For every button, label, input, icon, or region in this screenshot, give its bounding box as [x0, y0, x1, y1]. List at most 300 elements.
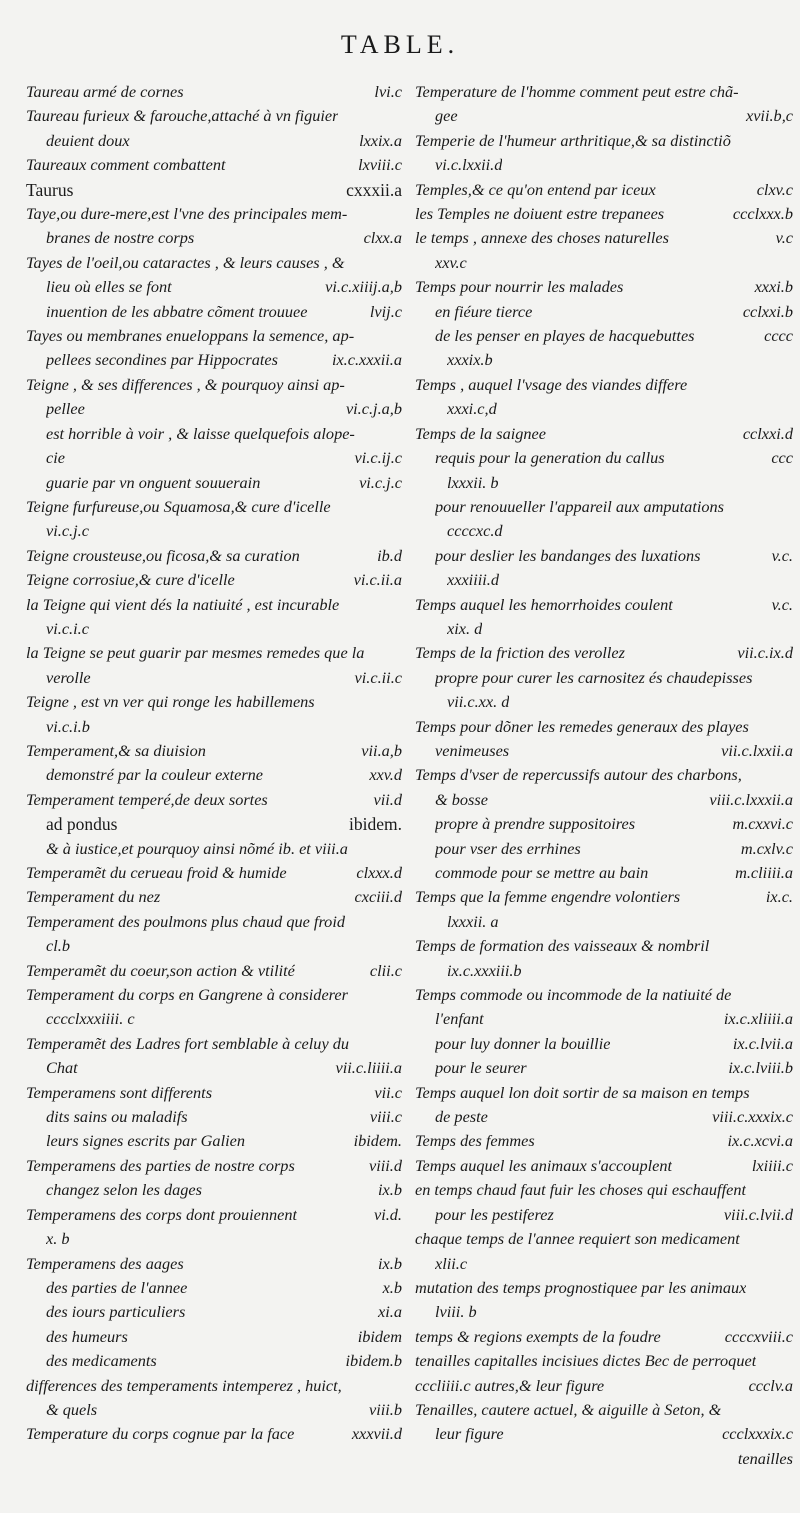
index-entry	[26, 1056, 402, 1080]
entry-text: Temps auquel les hemorrhoides coulent	[415, 594, 673, 614]
index-entry	[415, 275, 793, 299]
index-entry	[26, 1300, 402, 1324]
entry-text: pour deslier les bandanges des luxations	[435, 545, 701, 565]
entry-text: lieu où elles se font	[46, 277, 172, 297]
index-entry	[26, 666, 402, 690]
index-entry	[415, 1154, 793, 1178]
entry-text: verolle	[46, 667, 91, 687]
index-entry	[415, 885, 793, 909]
entry-reference: xxxvii.d	[351, 1424, 402, 1444]
index-entry	[415, 1276, 793, 1300]
index-entry	[415, 544, 793, 568]
entry-reference	[787, 1300, 793, 1324]
index-entry	[415, 397, 793, 421]
entry-reference	[787, 1349, 793, 1373]
entry-text: mutation des temps prognostiquee par les animaux	[415, 1277, 747, 1297]
index-entry	[26, 1032, 402, 1056]
entry-reference	[396, 519, 402, 543]
entry-reference: clxx.a	[363, 228, 402, 248]
page-title: TABLE.	[340, 30, 460, 59]
index-entry	[415, 1374, 793, 1398]
entry-reference	[787, 251, 793, 275]
entry-text: pour luy donner la bouillie	[435, 1033, 611, 1053]
entry-reference: ccccxviii.c	[724, 1326, 793, 1346]
index-entry	[26, 544, 402, 568]
entry-reference: v.c	[775, 228, 793, 248]
entry-reference: ix.c.xliiii.a	[723, 1009, 793, 1029]
entry-reference: ibidem.	[349, 814, 402, 835]
entry-text: lxxxii. a	[447, 911, 499, 931]
entry-text: Temps auquel lon doit sortir de sa maison en temps	[415, 1082, 750, 1102]
index-entry	[415, 471, 793, 495]
entry-text: Temperature de l'homme comment peut estre chã-	[415, 82, 739, 101]
entry-reference	[396, 202, 402, 226]
index-entry	[26, 422, 402, 446]
entry-reference	[396, 934, 402, 958]
index-entry	[415, 1032, 793, 1056]
entry-reference: m.cxlv.c	[740, 838, 793, 858]
index-entry	[26, 934, 402, 958]
index-entry	[26, 910, 402, 934]
entry-text: xlii.c	[435, 1253, 468, 1273]
entry-text: deuient doux	[46, 130, 130, 150]
index-entry	[415, 519, 793, 543]
entry-reference: xi.a	[378, 1302, 402, 1322]
index-column-right	[415, 80, 793, 1471]
entry-reference	[396, 690, 402, 714]
index-entry	[26, 959, 402, 983]
entry-reference	[787, 666, 793, 690]
entry-reference: viii.c.lxxxii.a	[709, 789, 793, 809]
index-entry	[415, 324, 793, 348]
index-entry	[26, 812, 402, 836]
entry-reference: ib.d	[377, 545, 402, 565]
entry-reference	[787, 80, 793, 104]
entry-text: la Teigne se peut guarir par mesmes remedes que la	[26, 643, 365, 663]
index-entry	[415, 1252, 793, 1276]
entry-reference: ccclxxx.b	[732, 204, 793, 224]
index-entry	[415, 446, 793, 470]
entry-reference	[396, 593, 402, 617]
entry-reference	[396, 324, 402, 348]
index-entry	[26, 568, 402, 592]
entry-reference: cclxxi.b	[742, 301, 793, 321]
entry-reference	[396, 251, 402, 275]
index-entry	[415, 1129, 793, 1153]
entry-reference: xxxi.b	[754, 277, 793, 297]
entry-text: Temps , auquel l'vsage des viandes differe	[415, 374, 688, 394]
index-entry	[26, 1105, 402, 1129]
entry-reference	[396, 422, 402, 446]
entry-text: cl.b	[46, 936, 70, 956]
index-entry	[415, 1056, 793, 1080]
index-entry	[415, 812, 793, 836]
entry-text: Temperament du nez	[26, 887, 161, 907]
entry-text: Temperament des poulmons plus chaud que froid	[26, 911, 345, 931]
entry-reference	[396, 641, 402, 665]
entry-text: des parties de l'annee	[46, 1277, 188, 1297]
entry-text: est horrible à voir , & laisse quelquefois alope-	[46, 423, 355, 443]
index-entry	[415, 226, 793, 250]
entry-reference: cxciii.d	[354, 887, 402, 907]
index-entry	[415, 959, 793, 983]
index-entry	[26, 373, 402, 397]
entry-reference	[396, 983, 402, 1007]
entry-reference	[396, 837, 402, 861]
entry-text: cie	[46, 448, 65, 468]
index-entry	[26, 1325, 402, 1349]
index-entry	[26, 226, 402, 250]
entry-text: ccccxc.d	[447, 521, 503, 541]
index-entry	[415, 495, 793, 519]
entry-reference	[787, 373, 793, 397]
index-entry	[26, 1276, 402, 1300]
entry-text: pour le seurer	[435, 1058, 527, 1078]
entry-reference: vi.c.ii.c	[354, 667, 402, 687]
entry-text: & quels	[46, 1399, 98, 1419]
index-entry	[415, 129, 793, 153]
entry-reference	[787, 153, 793, 177]
entry-reference: lvij.c	[369, 301, 402, 321]
entry-text: Tayes de l'oeil,ou cataractes , & leurs causes , &	[26, 252, 345, 272]
entry-reference	[396, 495, 402, 519]
entry-text: Temps des femmes	[415, 1131, 535, 1151]
entry-text: tenailles capitalles incisiues dictes Bec de perroquet	[415, 1351, 757, 1371]
index-entry	[415, 861, 793, 885]
index-entry	[415, 1178, 793, 1202]
entry-reference	[787, 1081, 793, 1105]
entry-reference: ix.c.	[765, 887, 793, 907]
entry-reference	[787, 519, 793, 543]
index-entry	[415, 837, 793, 861]
entry-reference	[787, 568, 793, 592]
index-entry	[415, 1227, 793, 1251]
entry-reference: vi.c.ii.a	[353, 570, 402, 590]
entry-text: Temps pour dõner les remedes generaux des playes	[415, 716, 749, 736]
index-entry	[415, 422, 793, 446]
index-entry	[26, 739, 402, 763]
entry-text: Taureaux comment combattent	[26, 155, 226, 175]
entry-reference	[787, 1227, 793, 1251]
index-entry	[26, 519, 402, 543]
entry-text: guarie par vn onguent souuerain	[46, 472, 261, 492]
entry-text: Temperie de l'humeur arthritique,& sa distinctiõ	[415, 130, 731, 150]
entry-reference: cccc	[764, 326, 793, 346]
entry-reference	[396, 1032, 402, 1056]
entry-text: en temps chaud faut fuir les choses qui eschauffent	[415, 1180, 746, 1200]
entry-text: Teigne , est vn ver qui ronge les habillemens	[26, 692, 315, 712]
entry-text: Taye,ou dure-mere,est l'vne des principales mem-	[26, 204, 348, 224]
entry-reference	[787, 763, 793, 787]
entry-reference: ix.b	[378, 1253, 402, 1273]
index-entry	[415, 568, 793, 592]
entry-text: ad pondus	[46, 814, 118, 835]
entry-text: vi.c.lxxii.d	[435, 155, 503, 175]
entry-text: Temperature du corps cognue par la face	[26, 1424, 295, 1444]
entry-reference: ibidem.b	[345, 1351, 402, 1371]
index-entry	[26, 983, 402, 1007]
index-entry	[26, 1129, 402, 1153]
index-entry	[415, 1422, 793, 1446]
index-entry	[415, 1081, 793, 1105]
entry-text: pour vser des errhines	[435, 838, 581, 858]
index-entry	[26, 275, 402, 299]
entry-reference: viii.c.lvii.d	[723, 1204, 793, 1224]
index-entry	[26, 1227, 402, 1251]
entry-text: des iours particuliers	[46, 1302, 186, 1322]
entry-reference	[396, 910, 402, 934]
entry-text: & à iustice,et pourquoy ainsi nõmé ib. et viii.a	[46, 838, 348, 858]
entry-reference: cclxxi.d	[742, 423, 793, 443]
index-entry	[415, 1349, 793, 1373]
entry-reference	[787, 1252, 793, 1276]
index-entry	[415, 1203, 793, 1227]
index-entry	[415, 178, 793, 202]
entry-text: Temperamens des aages	[26, 1253, 184, 1273]
entry-text: pour renouueller l'appareil aux amputations	[435, 496, 724, 516]
entry-text: Teigne crousteuse,ou ficosa,& sa curation	[26, 545, 300, 565]
entry-reference: clxv.c	[756, 179, 793, 199]
entry-reference: v.c.	[771, 545, 793, 565]
index-entry	[26, 1081, 402, 1105]
index-entry	[415, 202, 793, 226]
entry-text: leur figure	[435, 1424, 504, 1444]
entry-text: pour les pestiferez	[435, 1204, 554, 1224]
entry-text: Taurus	[26, 179, 74, 200]
entry-reference: vii.a,b	[361, 740, 402, 760]
entry-text: vi.c.i.b	[46, 716, 90, 736]
entry-reference: ix.c.lviii.b	[728, 1058, 793, 1078]
index-entry	[415, 348, 793, 372]
entry-reference	[396, 1227, 402, 1251]
entry-reference	[787, 348, 793, 372]
entry-text: changez selon les dages	[46, 1180, 202, 1200]
index-entry	[26, 837, 402, 861]
entry-reference	[787, 934, 793, 958]
index-entry	[415, 593, 793, 617]
entry-text: Temperamens des corps dont prouiennent	[26, 1204, 298, 1224]
index-entry	[26, 1154, 402, 1178]
entry-reference: lxviii.c	[358, 155, 402, 175]
entry-reference: lxiiii.c	[751, 1155, 793, 1175]
entry-reference: ibidem	[357, 1326, 402, 1346]
entry-reference: m.cxxvi.c	[732, 814, 793, 834]
index-entry	[415, 788, 793, 812]
entry-text: venimeuses	[435, 740, 510, 760]
index-entry	[415, 1325, 793, 1349]
index-entry	[26, 129, 402, 153]
entry-reference: m.cliiii.a	[735, 863, 793, 882]
entry-text: leurs signes escrits par Galien	[46, 1131, 245, 1151]
entry-text: vii.c.xx. d	[447, 692, 510, 712]
entry-text: differences des temperaments intemperez , huict,	[26, 1375, 342, 1395]
entry-reference	[396, 1374, 402, 1398]
entry-text: Teigne corrosiue,& cure d'icelle	[26, 570, 235, 590]
entry-text: Temps auquel les animaux s'accouplent	[415, 1155, 673, 1175]
index-entry	[415, 690, 793, 714]
index-entry	[415, 1007, 793, 1031]
entry-reference: vii.c	[374, 1082, 402, 1102]
entry-text: Taureau furieux & farouche,attaché à vn figuier	[26, 106, 339, 126]
entry-reference: vi.d.	[373, 1204, 402, 1224]
index-entry	[26, 471, 402, 495]
entry-reference: clii.c	[369, 960, 402, 980]
entry-reference: vi.c.j.a,b	[345, 399, 402, 419]
entry-reference: tenailles	[737, 1448, 793, 1468]
entry-text: commode pour se mettre au bain	[435, 863, 649, 882]
index-entry	[26, 1252, 402, 1276]
entry-text: & bosse	[435, 789, 488, 809]
entry-reference	[787, 397, 793, 421]
index-entry	[26, 617, 402, 641]
entry-text: Temperamẽt des Ladres fort semblable à celuy du	[26, 1033, 350, 1053]
entry-text: Temperamens des parties de nostre corps	[26, 1155, 295, 1175]
index-entry	[26, 300, 402, 324]
entry-text: xix. d	[447, 618, 483, 638]
entry-text: xxxiiii.d	[447, 570, 499, 590]
entry-reference	[787, 1276, 793, 1300]
entry-reference: ix.c.xcvi.a	[727, 1131, 793, 1151]
entry-reference	[787, 690, 793, 714]
index-entry	[26, 763, 402, 787]
entry-text: Teigne , & ses differences , & pourquoy ainsi ap-	[26, 374, 345, 394]
entry-text: Teigne furfureuse,ou Squamosa,& cure d'icelle	[26, 496, 331, 516]
entry-text: Temperament,& sa diuision	[26, 740, 206, 760]
entry-reference: ix.b	[378, 1180, 402, 1200]
index-entry	[415, 715, 793, 739]
entry-text: dits sains ou maladifs	[46, 1107, 188, 1127]
entry-reference	[787, 471, 793, 495]
entry-reference	[787, 983, 793, 1007]
entry-text: propre pour curer les carnositez és chaudepisses	[435, 667, 753, 687]
index-entry	[26, 446, 402, 470]
entry-reference: vii.d	[373, 789, 402, 809]
entry-text: de les penser en playes de hacquebuttes	[435, 326, 695, 346]
index-entry	[415, 666, 793, 690]
entry-reference: ix.c.xxxii.a	[331, 350, 402, 370]
index-entry	[415, 983, 793, 1007]
entry-text: Temps de formation des vaisseaux & nombril	[415, 936, 710, 956]
index-entry	[415, 373, 793, 397]
entry-text: Tayes ou membranes enueloppans la semence, ap-	[26, 326, 355, 346]
index-entry	[26, 1422, 402, 1446]
entry-text: Tenailles, cautere actuel, & aiguille à Seton, &	[415, 1399, 722, 1419]
index-entry	[26, 495, 402, 519]
index-entry	[26, 1203, 402, 1227]
entry-reference: clxxx.d	[356, 863, 402, 882]
entry-text: cccclxxxiiii. c	[46, 1009, 135, 1029]
index-entry	[26, 324, 402, 348]
entry-reference: cxxxii.a	[346, 179, 402, 200]
entry-text: gee	[435, 106, 458, 126]
entry-reference: viii.d	[368, 1155, 402, 1175]
entry-reference: vii.c.ix.d	[737, 643, 793, 663]
index-entry	[415, 617, 793, 641]
entry-reference	[787, 715, 793, 739]
entry-text: Temperament temperé,de deux sortes	[26, 789, 268, 809]
entry-text: de peste	[435, 1107, 488, 1127]
entry-reference: ix.c.lvii.a	[732, 1033, 793, 1053]
entry-text: Temps de la friction des verollez	[415, 643, 625, 663]
index-entry	[26, 1349, 402, 1373]
index-entry	[415, 300, 793, 324]
entry-reference: ccc	[771, 448, 793, 468]
index-entry	[415, 934, 793, 958]
entry-text: Temps que la femme engendre volontiers	[415, 887, 681, 907]
entry-text: des medicaments	[46, 1351, 157, 1371]
entry-reference: viii.c.xxxix.c	[712, 1107, 793, 1127]
entry-text: vi.c.j.c	[46, 521, 89, 541]
entry-reference	[396, 373, 402, 397]
index-entry	[26, 1398, 402, 1422]
entry-reference: ccclxxxix.c	[722, 1424, 793, 1444]
entry-text: demonstré par la couleur externe	[46, 765, 264, 785]
entry-reference	[787, 617, 793, 641]
entry-text: Temps d'vser de repercussifs autour des charbons,	[415, 765, 742, 785]
index-entry	[26, 885, 402, 909]
entry-text: pellees secondines par Hippocrates	[46, 350, 278, 370]
entry-text: Temperamẽt du cerueau froid & humide	[26, 863, 287, 882]
entry-text: vi.c.i.c	[46, 618, 89, 638]
index-entry	[415, 1300, 793, 1324]
index-entry	[26, 715, 402, 739]
entry-text: lxxxii. b	[447, 472, 499, 492]
entry-reference: xvii.b,c	[745, 106, 793, 126]
index-entry	[26, 593, 402, 617]
entry-reference: vi.c.j.c	[359, 472, 402, 492]
index-entry	[26, 1007, 402, 1031]
entry-text: Temps pour nourrir les malades	[415, 277, 624, 297]
index-entry	[415, 1398, 793, 1422]
entry-text: requis pour la generation du callus	[435, 448, 665, 468]
index-entry	[415, 251, 793, 275]
entry-reference: ccclv.a	[748, 1375, 793, 1395]
entry-reference: vi.c.ij.c	[354, 448, 402, 468]
entry-reference	[396, 715, 402, 739]
entry-text: la Teigne qui vient dés la natiuité , est incurable	[26, 594, 340, 614]
index-entry	[415, 1105, 793, 1129]
entry-text: Chat	[46, 1058, 78, 1078]
entry-text: Taureau armé de cornes	[26, 82, 184, 101]
entry-text: les Temples ne doiuent estre trepanees	[415, 204, 665, 224]
entry-text: cccliiii.c autres,& leur figure	[415, 1375, 605, 1395]
index-entry	[26, 251, 402, 275]
index-entry	[415, 641, 793, 665]
entry-text: le temps , annexe des choses naturelles	[415, 228, 669, 248]
entry-reference	[396, 617, 402, 641]
index-entry	[26, 1374, 402, 1398]
index-entry	[26, 178, 402, 202]
entry-text: lviii. b	[435, 1302, 477, 1322]
entry-reference	[787, 129, 793, 153]
entry-text: xxv.c	[435, 252, 467, 272]
entry-reference	[396, 1007, 402, 1031]
entry-reference	[787, 495, 793, 519]
index-entry	[415, 1447, 793, 1471]
entry-text: xxxix.b	[447, 350, 493, 370]
entry-reference: vii.c.lxxii.a	[721, 740, 793, 760]
entry-text: chaque temps de l'annee requiert son medicament	[415, 1229, 740, 1249]
entry-text: x. b	[46, 1229, 70, 1249]
index-entry	[415, 763, 793, 787]
entry-text: pellee	[46, 399, 85, 419]
entry-reference: ibidem.	[353, 1131, 402, 1151]
entry-reference: viii.c	[369, 1107, 402, 1127]
entry-reference	[787, 959, 793, 983]
index-entry	[415, 104, 793, 128]
index-entry	[415, 80, 793, 104]
index-entry	[26, 641, 402, 665]
